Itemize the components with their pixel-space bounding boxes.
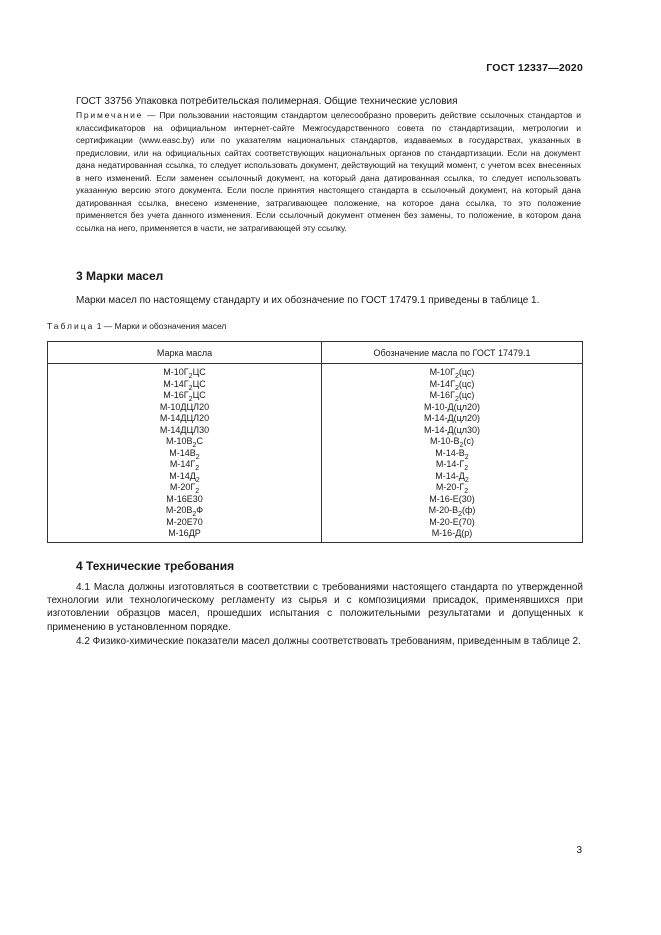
document-code: ГОСТ 12337—2020 [486,62,583,74]
table-cell-designation: $М-10Г_2(цс)$ [429,367,475,380]
table-cell-designation: $М-14-Г_2$ [435,459,469,472]
table-cell-brand: $М-16Г_2ЦС$ [163,390,206,403]
section-3-title: 3 Марки масел [76,269,164,283]
table-cell-brand: М-14ДЦЛ20 [159,413,210,423]
table-cell-designation: $М-16Г_2(цс)$ [429,390,475,403]
table-cell-brand: $М-14Г_2ЦС$ [163,378,206,392]
section-4-body [47,581,583,648]
table-cell-designation: $М-14-В_2$ [435,447,469,461]
table-cell-designation: М-14-Д(цл20) [423,413,480,423]
table-cell-designation: М-20-Е(70) [429,516,475,527]
table-cell-brand: М-14ДЦЛ30 [159,424,210,435]
column-header-brand: Марка масла [48,342,322,364]
table-caption [47,321,226,331]
table-cell-designation: $М-20-В_2(ф)$ [428,505,476,518]
table-cell-designation: М-16-Е(30) [429,493,475,504]
table-cell-brand: $М-10Г_2ЦС$ [163,367,206,380]
note-text: — При пользовании настоящим стандартом целесообразно проверить действие ссылочных стандартов и классификаторов на официальном интернет-сайте Межгосударственного совета по стандартизации, метрологии и сертификации (www.easc.by) или по указателям национальных стандартов, издаваемых в государствах, указанных в предисловии, или на официальных сайтах соответствующих национальных органов по стандартизации. Если на документ дана недатированная ссылка, то следует использовать документ, действующий на текущий момент, с учетом всех внесенных в него изменений. Если заменен ссылочный документ, на который дана датированная ссылка, то следует использовать указанную версию этого документа. Если после принятия настоящего стандарта в ссылочный документ, на который дана датированная ссылка, внесено изменение, затрагивающее положение, на которое дана ссылка, то это положение применяется без учета данного изменения. Если ссылочный документ отменен без замены, то положение, в котором дана ссылка на него, применяется в части, не затрагивающей эту ссылку. [76,110,581,233]
table-cell-brand: М-20Е70 [166,516,203,527]
section-3-paragraph: Марки масел по настоящему стандарту и их обозначение по ГОСТ 17479.1 приведены в таблице 1. [76,295,540,306]
table-cell-designation: $М-10-В_2(с)$ [430,436,474,449]
table-cell-brand: $М-20Г_2$ [169,482,200,495]
note-label: Примечание [76,110,144,120]
brand-list [48,364,322,543]
oil-grades-table [47,341,583,543]
table-cell-brand: $М-14Г_2$ [169,459,200,472]
table-cell-brand: М-16ДР [168,528,201,538]
table-cell-brand: $М-14Д_2$ [169,470,200,484]
table-cell-brand: $М-20В_2Ф$ [165,505,204,518]
table-cell-brand: $М-14В_2$ [169,447,200,461]
table-cell-designation: $М-14Г_2(цс)$ [429,378,475,392]
table-cell-brand: М-10ДЦЛ20 [159,401,210,412]
note-paragraph [76,109,581,234]
paragraph-4-2: 4.2 Физико-химические показатели масел должны соответствовать требованиям, приведенным в таблице 2. [76,635,581,647]
table-cell-designation: $М-14-Д_2$ [435,470,469,484]
column-header-designation: Обозначение масла по ГОСТ 17479.1 [322,342,583,364]
page-number: 3 [576,845,582,856]
reference-entry: ГОСТ 33756 Упаковка потребительская полимерная. Общие технические условия [76,96,458,107]
section-4-title: 4 Технические требования [76,559,235,573]
table-caption-text: 1 — Марки и обозначения масел [94,321,227,331]
table-cell-brand: М-16Е30 [166,493,203,504]
paragraph-4-1: 4.1 Масла должны изготовляться в соответствии с требованиями настоящего стандарта по утвержденной технологии или технологическому регламенту из сырья и с композициями присадок, применявшихся при изготовлении образцов масел, прошедших испытания с положительными результатами и допущенных к применению в установленном порядке. [47,582,583,633]
table-cell-designation: М-16-Д(р) [431,528,473,538]
table-caption-label: Таблица [47,321,95,331]
table-cell-designation: $М-20-Г_2$ [435,482,469,495]
designation-list [322,364,583,543]
table-cell-designation: М-10-Д(цл20) [423,401,480,412]
table-cell-designation: М-14-Д(цл30) [423,424,480,435]
table-cell-brand: $М-10В_2С$ [166,436,203,449]
